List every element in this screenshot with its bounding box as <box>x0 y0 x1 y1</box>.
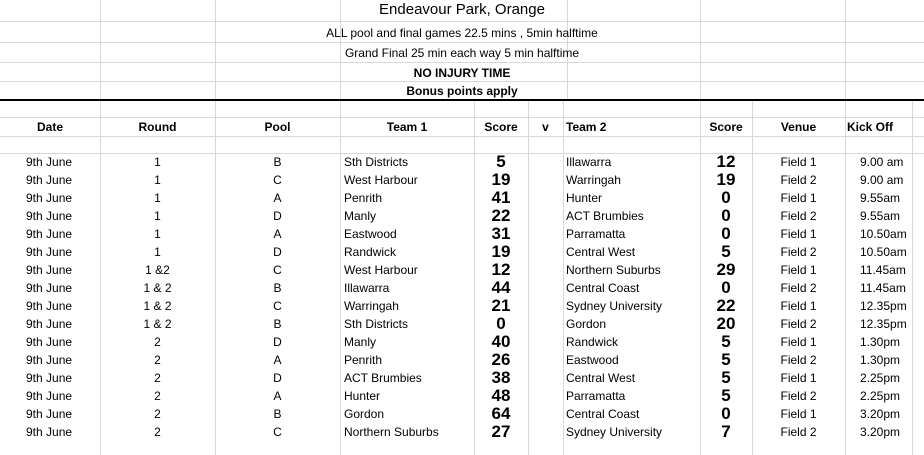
round-cell: 2 <box>154 371 161 385</box>
date-cell: 9th June <box>26 407 73 421</box>
score1-cell: 41 <box>491 188 511 207</box>
pool-cell: B <box>273 407 282 421</box>
grid-line <box>0 21 924 22</box>
score1-cell: 44 <box>491 278 511 297</box>
team1-cell: West Harbour <box>344 263 418 277</box>
team1-cell: ACT Brumbies <box>344 371 422 385</box>
header-date: Date <box>36 120 63 134</box>
score1-cell: 38 <box>491 368 511 387</box>
pool-cell: A <box>273 389 282 403</box>
table-row <box>0 423 924 441</box>
kickoff-cell: 9.55am <box>860 191 901 205</box>
header-round: Round <box>138 120 177 134</box>
team2-cell: ACT Brumbies <box>566 209 644 223</box>
table-row <box>0 207 924 225</box>
date-cell: 9th June <box>26 389 73 403</box>
score2-cell: 0 <box>721 404 731 423</box>
venue-cell: Field 1 <box>780 371 817 385</box>
header-venue: Venue <box>780 120 817 134</box>
round-cell: 2 <box>154 407 161 421</box>
team1-cell: Penrith <box>344 191 383 205</box>
table-row <box>0 279 924 297</box>
date-cell: 9th June <box>26 353 73 367</box>
pool-cell: A <box>273 191 282 205</box>
score1-cell: 26 <box>491 350 511 369</box>
score1-cell: 19 <box>491 170 511 189</box>
pool-cell: A <box>273 227 282 241</box>
pool-cell: C <box>273 263 282 277</box>
team2-cell: Parramatta <box>566 389 626 403</box>
rule-note: Grand Final 25 min each way 5 min halftime <box>344 46 580 60</box>
score2-cell: 5 <box>721 242 731 261</box>
score1-cell: 22 <box>491 206 511 225</box>
table-row <box>0 189 924 207</box>
round-cell: 1 & 2 <box>143 299 172 313</box>
date-cell: 9th June <box>26 317 73 331</box>
header-kickoff: Kick Off <box>847 120 894 134</box>
score2-cell: 5 <box>721 332 731 351</box>
team2-cell: Central Coast <box>566 407 640 421</box>
header-pool: Pool <box>264 120 291 134</box>
kickoff-cell: 11.45am <box>860 263 906 277</box>
score1-cell: 27 <box>491 422 511 441</box>
date-cell: 9th June <box>26 425 73 439</box>
table-row <box>0 153 924 171</box>
score1-cell: 64 <box>491 404 511 423</box>
round-cell: 2 <box>154 425 161 439</box>
score2-cell: 0 <box>721 278 731 297</box>
kickoff-cell: 9.00 am <box>860 155 904 169</box>
round-cell: 1 & 2 <box>143 317 172 331</box>
kickoff-cell: 9.55am <box>860 209 901 223</box>
team2-cell: Warringah <box>566 173 621 187</box>
kickoff-cell: 1.30pm <box>860 335 901 349</box>
pool-cell: D <box>273 209 282 223</box>
header-team1: Team 1 <box>386 120 428 134</box>
rule-note-bold: NO INJURY TIME <box>413 66 511 80</box>
kickoff-cell: 2.25pm <box>860 371 901 385</box>
team2-cell: Parramatta <box>566 227 626 241</box>
score2-cell: 22 <box>716 296 736 315</box>
venue-cell: Field 2 <box>780 281 817 295</box>
table-row <box>0 351 924 369</box>
team2-cell: Central West <box>566 245 636 259</box>
team1-cell: Eastwood <box>344 227 397 241</box>
score2-cell: 5 <box>721 386 731 405</box>
score1-cell: 0 <box>496 314 506 333</box>
date-cell: 9th June <box>26 299 73 313</box>
venue-cell: Field 1 <box>780 263 817 277</box>
score1-cell: 5 <box>496 152 506 171</box>
score2-cell: 0 <box>721 224 731 243</box>
team1-cell: Penrith <box>344 353 383 367</box>
table-row <box>0 225 924 243</box>
venue-cell: Field 1 <box>780 191 817 205</box>
team1-cell: Gordon <box>344 407 385 421</box>
score2-cell: 5 <box>721 350 731 369</box>
round-cell: 1 <box>154 245 161 259</box>
score1-cell: 19 <box>491 242 511 261</box>
team2-cell: Gordon <box>566 317 607 331</box>
team1-cell: West Harbour <box>344 173 418 187</box>
venue-cell: Field 2 <box>780 173 817 187</box>
venue-cell: Field 1 <box>780 227 817 241</box>
fixture-table <box>0 153 924 441</box>
kickoff-cell: 3.20pm <box>860 407 901 421</box>
kickoff-cell: 9.00 am <box>860 173 904 187</box>
page-title: Endeavour Park, Orange <box>379 1 545 18</box>
table-row <box>0 387 924 405</box>
pool-cell: C <box>273 173 282 187</box>
team2-cell: Randwick <box>566 335 619 349</box>
round-cell: 2 <box>154 353 161 367</box>
rule-note-bold: Bonus points apply <box>406 84 518 98</box>
date-cell: 9th June <box>26 371 73 385</box>
date-cell: 9th June <box>26 263 73 277</box>
round-cell: 1 & 2 <box>143 281 172 295</box>
team1-cell: Hunter <box>344 389 381 403</box>
team2-cell: Northern Suburbs <box>566 263 661 277</box>
round-cell: 2 <box>154 335 161 349</box>
pool-cell: D <box>273 335 282 349</box>
venue-cell: Field 2 <box>780 353 817 367</box>
score1-cell: 48 <box>491 386 511 405</box>
venue-cell: Field 2 <box>780 389 817 403</box>
date-cell: 9th June <box>26 281 73 295</box>
team1-cell: Randwick <box>344 245 397 259</box>
score1-cell: 21 <box>491 296 511 315</box>
kickoff-cell: 1.30pm <box>860 353 901 367</box>
team2-cell: Hunter <box>566 191 603 205</box>
grid-line <box>0 42 924 43</box>
score2-cell: 12 <box>716 152 736 171</box>
table-row <box>0 243 924 261</box>
pool-cell: C <box>273 425 282 439</box>
round-cell: 1 <box>154 191 161 205</box>
team2-cell: Central Coast <box>566 281 640 295</box>
round-cell: 1 <box>154 155 161 169</box>
date-cell: 9th June <box>26 173 73 187</box>
pool-cell: D <box>273 245 282 259</box>
team2-cell: Sydney University <box>566 425 663 439</box>
date-cell: 9th June <box>26 191 73 205</box>
pool-cell: C <box>273 299 282 313</box>
pool-cell: D <box>273 371 282 385</box>
team2-cell: Central West <box>566 371 636 385</box>
venue-cell: Field 2 <box>780 317 817 331</box>
table-row <box>0 261 924 279</box>
kickoff-cell: 12.35pm <box>860 299 907 313</box>
kickoff-cell: 2.25pm <box>860 389 901 403</box>
date-cell: 9th June <box>26 209 73 223</box>
table-row <box>0 369 924 387</box>
venue-cell: Field 1 <box>780 299 817 313</box>
score2-cell: 29 <box>716 260 736 279</box>
table-row <box>0 405 924 423</box>
score1-cell: 31 <box>491 224 511 243</box>
score2-cell: 0 <box>721 206 731 225</box>
pool-cell: A <box>273 353 282 367</box>
table-header <box>0 117 924 137</box>
score2-cell: 7 <box>721 422 731 441</box>
kickoff-cell: 3.20pm <box>860 425 901 439</box>
kickoff-cell: 11.45am <box>860 281 906 295</box>
pool-cell: B <box>273 155 282 169</box>
venue-cell: Field 1 <box>780 335 817 349</box>
date-cell: 9th June <box>26 335 73 349</box>
header-score2: Score <box>709 120 743 134</box>
round-cell: 1 <box>154 227 161 241</box>
team1-cell: Manly <box>344 335 377 349</box>
date-cell: 9th June <box>26 155 73 169</box>
table-row <box>0 315 924 333</box>
grid-line <box>0 62 924 63</box>
kickoff-cell: 10.50am <box>860 227 907 241</box>
score1-cell: 40 <box>491 332 511 351</box>
round-cell: 1 &2 <box>145 263 170 277</box>
pool-cell: B <box>273 281 282 295</box>
score2-cell: 5 <box>721 368 731 387</box>
table-row <box>0 333 924 351</box>
team2-cell: Eastwood <box>566 353 619 367</box>
pool-cell: B <box>273 317 282 331</box>
header-team2: Team 2 <box>566 120 607 134</box>
team1-cell: Sth Districts <box>344 317 409 331</box>
round-cell: 1 <box>154 209 161 223</box>
venue-cell: Field 2 <box>780 209 817 223</box>
team1-cell: Illawarra <box>344 281 390 295</box>
team1-cell: Northern Suburbs <box>344 425 439 439</box>
team1-cell: Manly <box>344 209 377 223</box>
team2-cell: Sydney University <box>566 299 663 313</box>
team1-cell: Sth Districts <box>344 155 409 169</box>
score1-cell: 12 <box>491 260 511 279</box>
date-cell: 9th June <box>26 227 73 241</box>
team1-cell: Warringah <box>344 299 399 313</box>
team2-cell: Illawarra <box>566 155 612 169</box>
venue-cell: Field 1 <box>780 407 817 421</box>
header-vs: v <box>542 120 549 134</box>
header-score1: Score <box>484 120 518 134</box>
rule-note: ALL pool and final games 22.5 mins , 5min halftime <box>326 26 598 40</box>
date-cell: 9th June <box>26 245 73 259</box>
venue-cell: Field 1 <box>780 155 817 169</box>
venue-cell: Field 2 <box>780 425 817 439</box>
score2-cell: 20 <box>716 314 736 333</box>
score2-cell: 0 <box>721 188 731 207</box>
venue-cell: Field 2 <box>780 245 817 259</box>
table-row <box>0 297 924 315</box>
kickoff-cell: 10.50am <box>860 245 907 259</box>
round-cell: 2 <box>154 389 161 403</box>
table-row <box>0 171 924 189</box>
kickoff-cell: 12.35pm <box>860 317 907 331</box>
round-cell: 1 <box>154 173 161 187</box>
score2-cell: 19 <box>716 170 736 189</box>
